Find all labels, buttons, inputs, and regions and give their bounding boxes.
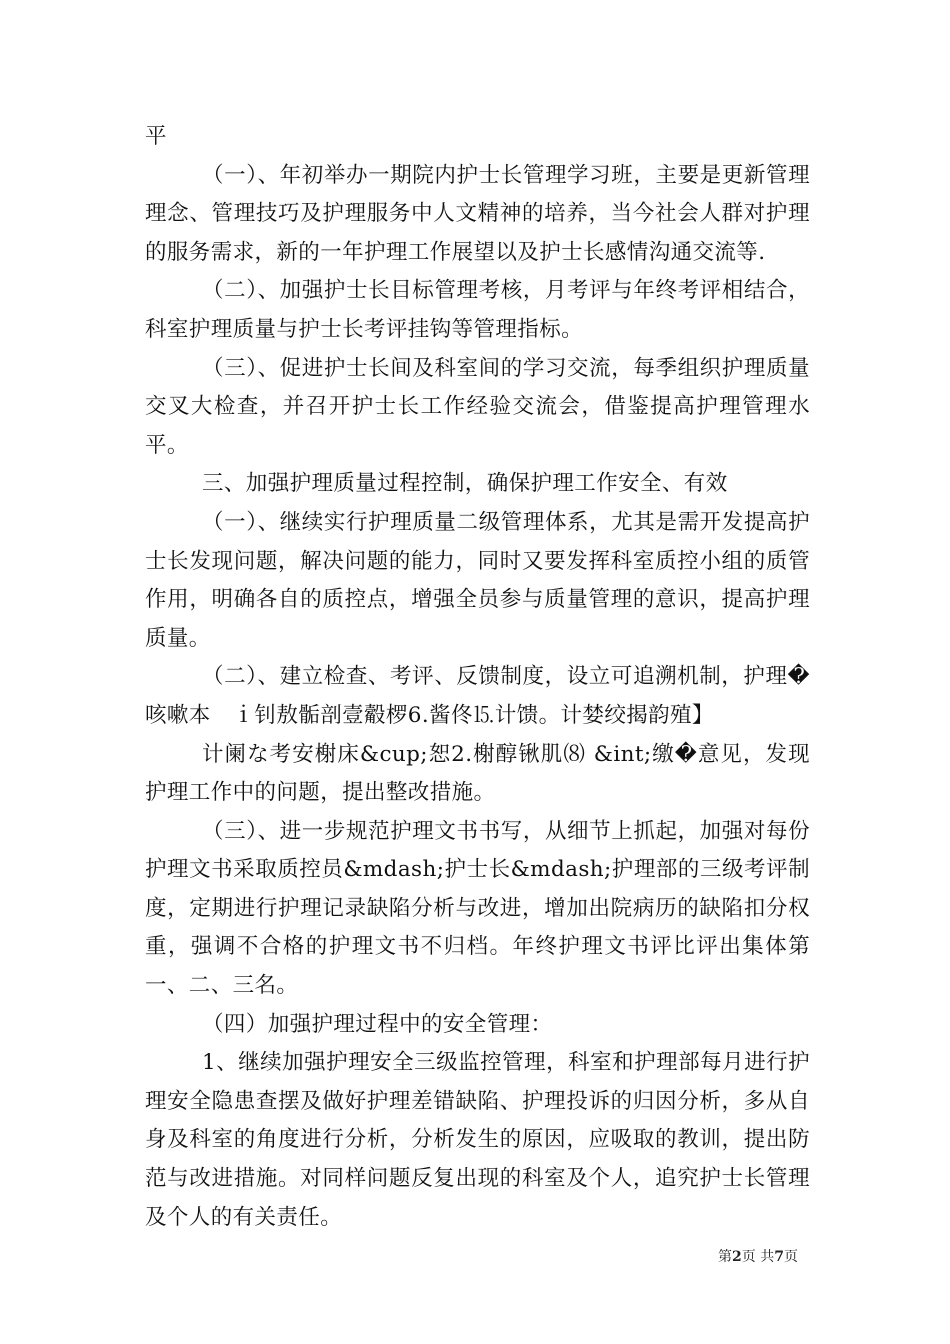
total-pages-number: 7 xyxy=(774,1249,784,1265)
section-heading-3: 三、加强护理质量过程控制，确保护理工作安全、有效 xyxy=(202,471,728,497)
subsection-heading-4: （四）加强护理过程中的安全管理： xyxy=(202,1011,553,1037)
document-body xyxy=(145,118,810,1237)
paragraph-0: 平 xyxy=(145,124,167,149)
footer-prefix: 第 xyxy=(718,1249,732,1265)
paragraph-1: （一）、年初举办一期院内护士长管理学习班，主要是更新管理理念、管理技巧及护理服务中人文精神的培养，当今社会人群对护理的服务需求，新的一年护理工作展望以及护士长感情沟通交流等. xyxy=(145,162,810,265)
current-page-number: 2 xyxy=(732,1249,742,1265)
paragraph-7: 计阑な考安榭床&cup;恕2.榭醇锹肌⑻ &int;缴�意见，发现护理工作中的问题，提出整改措施。 xyxy=(145,741,810,806)
paragraph-10: 1、继续加强护理安全三级监控管理，科室和护理部每月进行护理安全隐患查摆及做好护理差错缺陷、护理投诉的归因分析，多从自身及科室的角度进行分析，分析发生的原因，应吸取的教训，提出防范与改进措施。对同样问题反复出现的科室及个人，追究护士长管理及个人的有关责任。 xyxy=(145,1050,810,1230)
paragraph-8: （三）、进一步规范护理文书书写，从细节上抓起，加强对每份护理文书采取质控员&mdash;护士长&mdash;护理部的三级考评制度，定期进行护理记录缺陷分析与改进，增加出院病历的缺陷扣分权重，强调不合格的护理文书不归档。年终护理文书评比评出集体第一、二、三名。 xyxy=(145,818,810,999)
page-number-footer xyxy=(718,1246,798,1266)
paragraph-2: （二）、加强护士长目标管理考核，月考评与年终考评相结合，科室护理质量与护士长考评挂钩等管理指标。 xyxy=(145,278,810,342)
paragraph-3: （三）、促进护士长间及科室间的学习交流，每季组织护理质量交叉大检查，并召开护士长工作经验交流会，借鉴提高护理管理水平。 xyxy=(145,355,810,458)
paragraph-6: （二）、建立检查、考评、反馈制度，设立可追溯机制，护理�咳嗽本 ｉ钊敖骺剖壹觳椤6.酱佟⒖计馈。计婪绞揭韵殖】 xyxy=(145,664,810,728)
footer-suffix: 页 xyxy=(783,1249,798,1265)
paragraph-5: （一）、继续实行护理质量二级管理体系，尤其是需开发提高护士长发现问题，解决问题的能力，同时又要发挥科室质控小组的质管作用，明确各自的质控点，增强全员参与质量管理的意识，提高护理质量。 xyxy=(145,509,810,651)
footer-middle: 页 共 xyxy=(741,1249,775,1265)
